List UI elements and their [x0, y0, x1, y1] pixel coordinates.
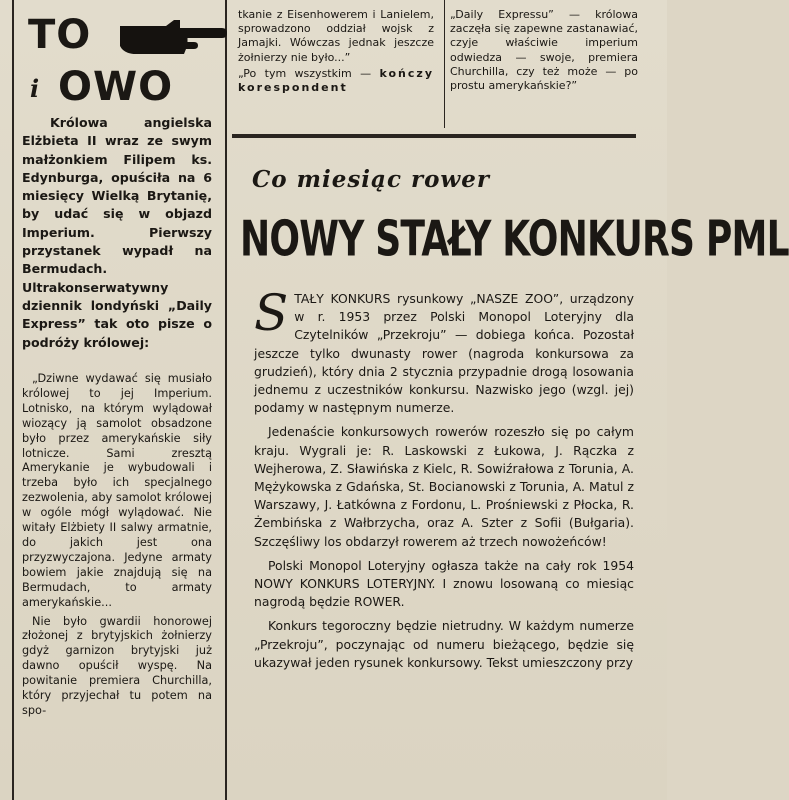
- column-lead: Królowa angielska Elżbieta II wraz ze swym małżonkiem Filipem ks. Edynburga, opuściła na 6 miesięcy Wielką Brytanię, by udać się w objazd Imperium. Pierwszy przystanek wypadł na Bermudach. Ultrakonserwatywny dziennik londyński „Daily Express” tak oto pisze o podróży królowej:: [22, 115, 212, 350]
- continuation-quote-start: „Po tym wszystkim —: [238, 66, 380, 80]
- headline-text: NOWY STAŁY KONKURS PML: [240, 210, 789, 268]
- column-rule-left: [12, 0, 14, 800]
- quote-paragraph-1: „Dziwne wydawać się musiało królowej to jej Imperium. Lotnisko, na którym wylądował wiozący ją samolot obsadzone było przez amerykańskie siły lotnicze. Sami zresztą Amerykanie je wybudowali i trzeba było ich specjalnego zezwolenia, aby samolot królowej w ogóle mógł wylądować. Nie witały Elżbiety II salwy armatnie, do jakich jest ona przyzwyczajona. Jedyne armaty bowiem jakie znajdują się na Bermudach, to armaty amerykańskie...: [22, 372, 212, 609]
- continuation-attribution: kończy korespondent: [238, 66, 434, 95]
- section-rule: [232, 134, 636, 138]
- article-headline: [240, 210, 789, 272]
- drop-cap: S: [254, 284, 289, 342]
- article-paragraph-1-text: TAŁY KONKURS rysunkowy „NASZE ZOO”, urządzony w r. 1953 przez Polski Monopol Loteryjny dla Czytelników „Przekroju” — dobiega końca. Pozostał jeszcze tylko dwunasty rower (nagroda konkursowa za grudzień), który dnia 2 stycznia przypadnie drogą losowania jednemu z uczestników konkursu. Nazwisko jego (wzgl. jej) podamy w następnym numerze.: [254, 291, 634, 416]
- article-paragraph-2: Jedenaście konkursowych rowerów rozeszło się po całym kraju. Wygrali je: R. Laskowski z Łukowa, J. Rączka z Wejherowa, Z. Sławińska z Kielc, R. Sowiźrałowa z Torunia, A. Mężykowska z Gdańska, St. Bocianowski z Torunia, A. Matul z Warszawy, J. Łatkówna z Fordonu, L. Prośniewski z Płocka, R. Żembińska z Wałbrzycha, oraz A. Szter z Sofii (Bułgaria). Szczęśliwy los obdarzył rowerem aż trzech nowożeńców!: [254, 424, 634, 549]
- column-continuation: [238, 8, 434, 97]
- continuation-paragraph-2: [238, 67, 434, 95]
- logo-owo: OWO: [58, 64, 174, 110]
- article-paragraph-3: Polski Monopol Loteryjny ogłasza także na cały rok 1954 NOWY KONKURS LOTERYJNY. I znowu losowaną co miesiąc nagrodą będzie ROWER.: [254, 557, 634, 610]
- logo-to: TO: [28, 12, 92, 58]
- column-rule-center: [225, 0, 227, 800]
- column-logo: [20, 12, 220, 112]
- article-paragraph-4: Konkurs tegoroczny będzie nietrudny. W każdym numerze „Przekroju”, poczynając od numeru bieżącego, będzie się ukazywał jeden rysunek konkursowy. Tekst umieszczony przy: [254, 618, 634, 670]
- logo-i: i: [30, 74, 40, 103]
- article-paragraph-1: [254, 284, 634, 417]
- article-body: [254, 284, 634, 678]
- continuation-paragraph-3: „Daily Expressu” — królowa zaczęła się zapewne zastanawiać, czyje właściwie imperium odwiedza — swoje, premiera Churchilla, czy też może — po prostu amerykańskie?”: [450, 8, 638, 93]
- continuation-paragraph-1: tkanie z Eisenhowerem i Lanielem, sprowadzono oddział wojsk z Jamajki. Wówczas jednak jeszcze żołnierzy nie było...”: [238, 8, 434, 64]
- article-kicker: Co miesiąc rower: [252, 166, 490, 193]
- pointing-hand-icon: [118, 16, 228, 56]
- quote-paragraph-2: Nie było gwardii honorowej złożonej z brytyjskich żołnierzy gdyż garnizon brytyjski już dawno opuścił wyspę. Na powitanie premiera Churchilla, który przyjechał tu potem na spo-: [22, 614, 212, 717]
- column-quote: [22, 372, 212, 723]
- column-rule-top-middle: [444, 0, 445, 128]
